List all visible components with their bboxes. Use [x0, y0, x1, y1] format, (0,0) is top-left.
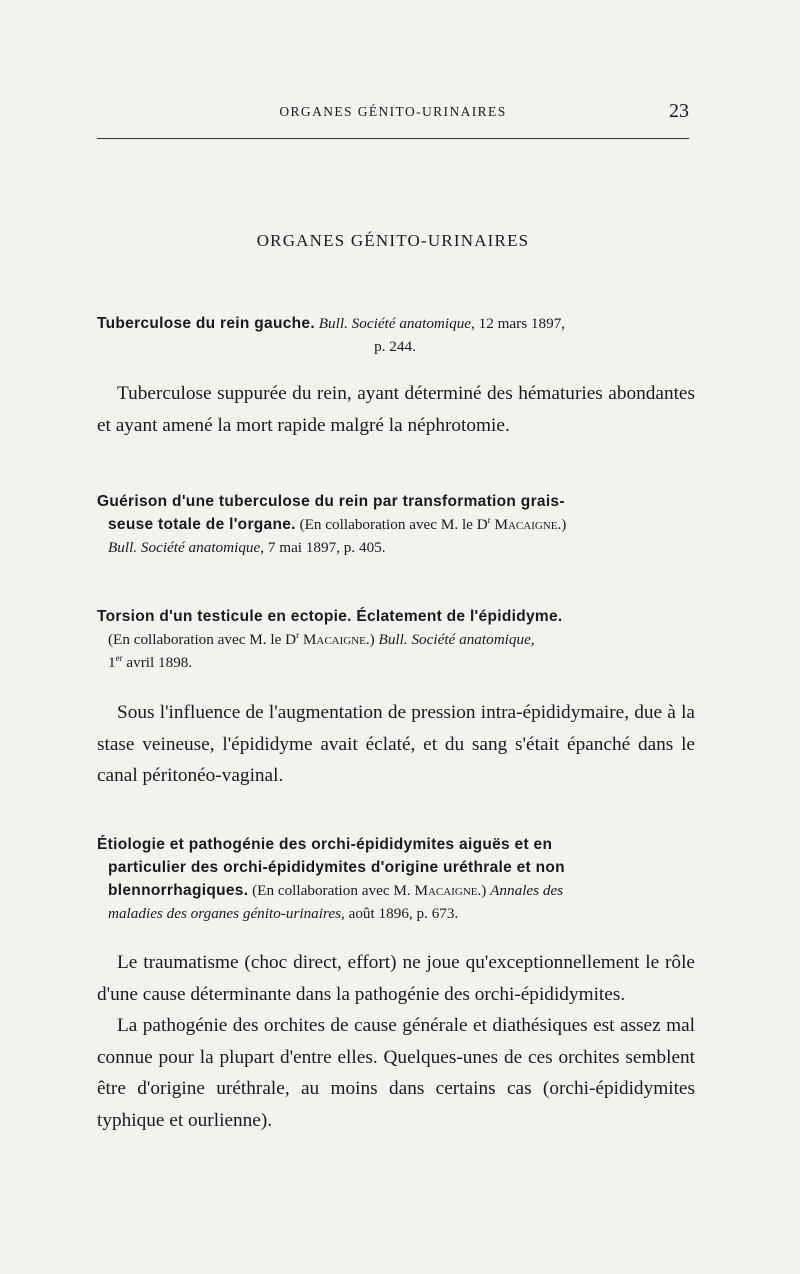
citation-collab-sup: r: [296, 630, 300, 640]
citation-1: [97, 312, 693, 358]
paragraph-text: Sous l'influence de l'augmentation de pression intra-épididymaire, due à la stase veineuse, l'épididyme avait éclaté, et du sang s'était épanché dans le canal péritonéo-vaginal.: [97, 702, 695, 786]
citation-details: 12 mars 1897,: [478, 315, 566, 332]
citation-3: [97, 605, 693, 674]
citation-journal-a: Annales des: [490, 882, 564, 899]
citation-title-line-3: blennorrhagiques.: [108, 882, 249, 899]
citation-journal: Bull. Société anatomique,: [378, 631, 535, 648]
citation-date-sup: er: [115, 653, 123, 663]
citation-collab: (En collaboration avec M. le D: [108, 631, 297, 648]
section-title: ORGANES GÉNITO-URINAIRES: [256, 231, 530, 250]
citation-date: avril 1898.: [126, 654, 193, 671]
citation-collab-name: Macaigne.): [494, 516, 567, 533]
citation-journal-b: maladies des organes génito-urinaires,: [108, 905, 345, 922]
running-header: [97, 100, 689, 130]
citation-title: Torsion d'un testicule en ectopie. Éclatement de l'épididyme.: [97, 608, 563, 625]
paragraph-text: Le traumatisme (choc direct, effort) ne joue qu'exceptionnellement le rôle d'une cause déterminante dans la pathogénie des orchi-épididymites.: [97, 952, 695, 1005]
citation-collab: (En collaboration avec M. le D: [299, 516, 488, 533]
citation-collab-name: Macaigne.): [414, 882, 487, 899]
citation-details: août 1896, p. 673.: [348, 905, 459, 922]
paragraph-text: Tuberculose suppurée du rein, ayant déterminé des hématuries abondantes et ayant amené la mort rapide malgré la néphrotomie.: [97, 383, 695, 436]
paragraph-2: [97, 697, 695, 792]
running-title: ORGANES GÉNITO-URINAIRES: [279, 104, 507, 119]
citation-date-day: 1: [108, 654, 116, 671]
citation-collab-name: Macaigne.): [302, 631, 375, 648]
citation-title-line-1: Étiologie et pathogénie des orchi-épididymites aiguës et en: [97, 836, 553, 853]
citation-collab-sup: r: [487, 515, 491, 525]
citation-title-line-2: particulier des orchi-épididymites d'origine uréthrale et non: [108, 859, 565, 876]
citation-4: [97, 833, 693, 925]
citation-details: 7 mai 1897, p. 405.: [267, 539, 386, 556]
citation-title-line-1: Guérison d'une tuberculose du rein par transformation grais-: [97, 493, 565, 510]
citation-title-line-2: seuse totale de l'organe.: [108, 516, 296, 533]
header-rule: [97, 138, 689, 139]
paragraph-text: La pathogénie des orchites de cause générale et diathésiques est assez mal connue pour la plupart d'entre elles. Quelques-unes de ces orchites semblent être d'origine uréthrale, au moins dans certains cas (orchi-épididymites typhique et ourlienne).: [97, 1015, 695, 1131]
citation-collab: (En collaboration avec M.: [252, 882, 411, 899]
citation-journal: Bull. Société anatomique,: [318, 315, 475, 332]
citation-title: Tuberculose du rein gauche.: [97, 315, 315, 332]
citation-pages: p. 244.: [374, 338, 416, 355]
citation-2: [97, 490, 693, 559]
page-number: 23: [669, 100, 689, 122]
paragraph-3-4: [97, 947, 695, 1136]
citation-journal: Bull. Société anatomique,: [108, 539, 265, 556]
paragraph-1: [97, 378, 695, 441]
